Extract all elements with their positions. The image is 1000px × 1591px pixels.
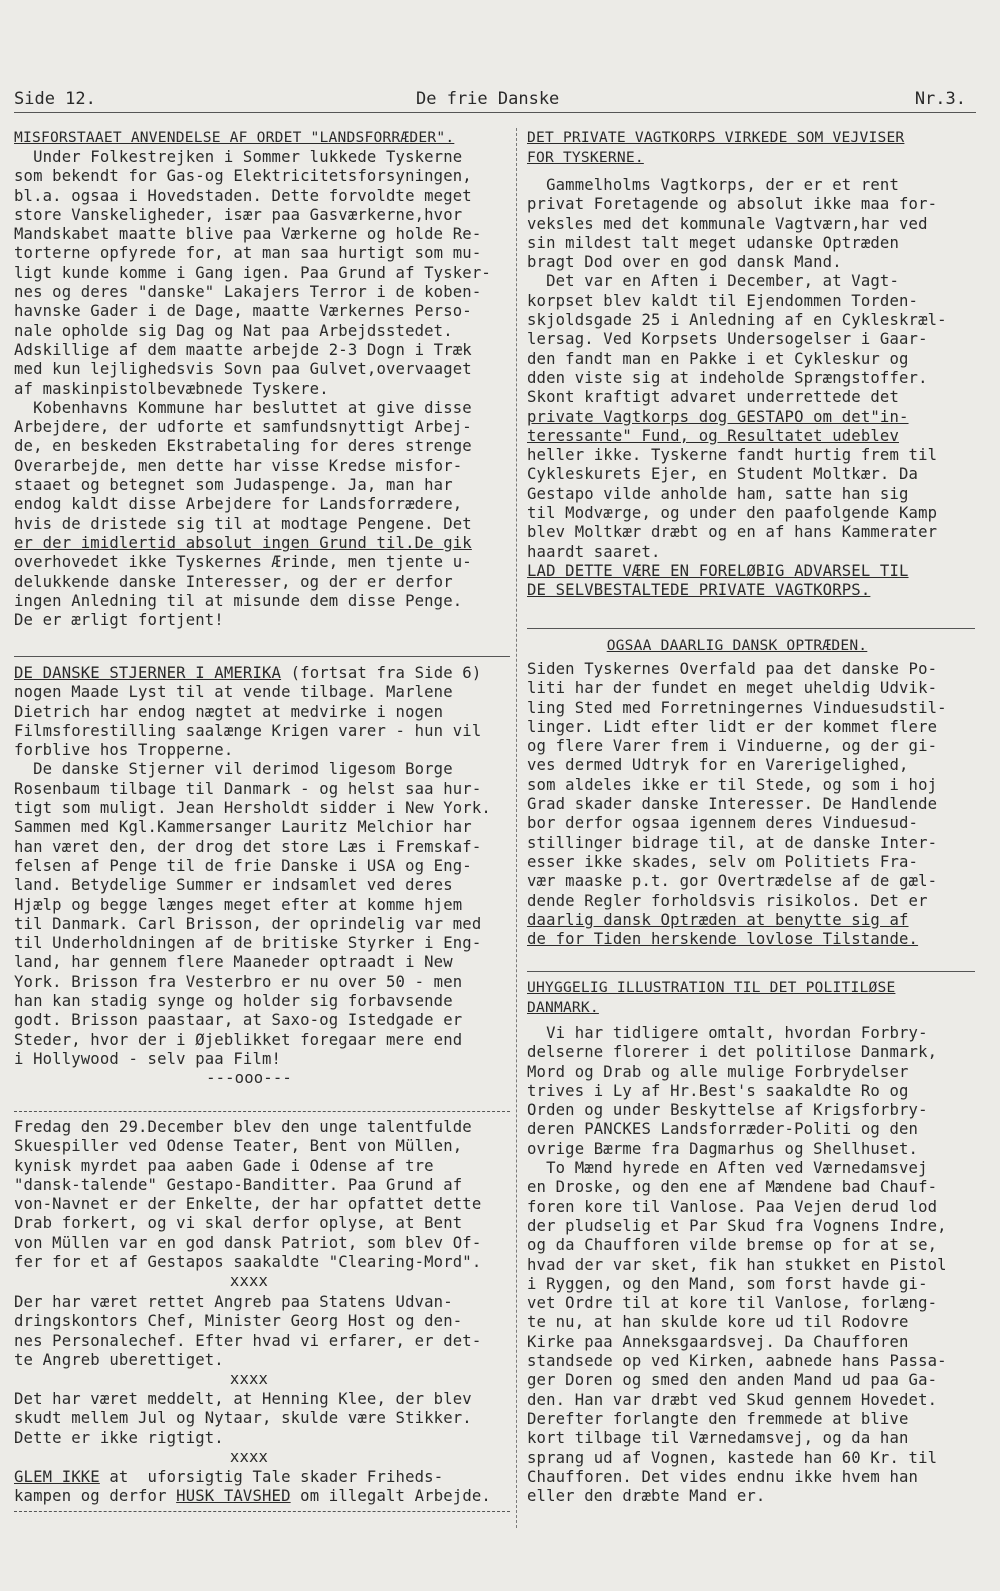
text-line: Steder, hvor der i Øjeblikket foregaar mere end [14,1030,463,1049]
text-line: private Vagtkorps dog GESTAPO om det"in- [527,407,909,426]
text-line: Gestapo vilde anholde ham, satte han sig [527,484,909,503]
text-line: overhovedet ikke Tyskernes Ærinde, men tjente u- [14,553,472,572]
text-line: Kirke paa Anneksgaardsvej. Da Chaufforen [527,1332,909,1351]
text-line: som bekendt for Gas-og Elektricitetsforsyningen, [14,167,472,186]
article-glem-ikke [14,1468,491,1507]
article-body [14,683,491,1069]
text-line: store Vanskeligheder, især paa Gasværkerne,hvor [14,205,463,224]
article-headline: MISFORSTAAET ANVENDELSE AF ORDET "LANDSFORRÆDER". [14,129,455,146]
text-line: han kan stadig synge og holder sig forbavsende [14,992,453,1011]
text-line: Filmsforestilling saalænge Krigen varer - hun vil [14,721,482,740]
text-line: delserne florerer i det politilose Danmark, [527,1043,938,1062]
text-line: der pludselig et Par Skud fra Vognens Indre, [527,1216,947,1235]
text-line: nes og deres "danske" Lakajers Terror i de koben- [14,283,482,302]
article-private-vagtkorps [527,128,947,601]
article-body [14,1390,484,1448]
text-line: kynisk myrdet paa aaben Gade i Odense af tre [14,1156,434,1175]
text-line: Arbejdere, der udforte et samfundsnyttigt Arbej- [14,418,472,437]
text-line: sprang ud af Vognen, kastede han 60 Kr. til [527,1448,938,1467]
slogan-line: GLEM IKKE at uforsigtig Tale skader Friheds- [14,1468,444,1486]
text-line: den fandt man en Pakke i et Cykleskur og [527,349,909,368]
text-line: von-Navnet er der Enkelte, der har opfattet dette [14,1195,482,1214]
text-line: Der har været rettet Angreb paa Statens Udvan- [14,1293,453,1311]
text-line: veksles med det kommunale Vagtværn,har ved [527,214,928,233]
text-line: UHYGGELIG ILLUSTRATION TIL DET POLITILØSE [527,979,896,996]
text-line: Vi har tidligere omtalt, hvordan Forbry- [527,1024,928,1042]
text-line: de, en beskeden Ekstrabetaling for deres strenge [14,437,472,456]
text-line: og flere Varer frem i Vinduerne, og der gi- [527,737,938,756]
text-line: nogen Maade Lyst til at vende tilbage. Marlene [14,683,453,702]
article-bent-von-mullen [14,1118,484,1292]
text-line: den. Han var dræbt ved Skud gennem Hovedet. [527,1390,938,1409]
text-line: Grad skader danske Interesser. De Handlende [527,795,938,814]
article-body [527,660,947,949]
text-line: Rosenbaum tilbage til Danmark - og helst saa hur- [14,779,482,798]
slogan-line: kampen og derfor HUSK TAVSHED om illegalt Arbejde. [14,1487,491,1506]
text-line: Siden Tyskernes Overfald paa det danske Po- [527,660,938,678]
text-line: linger. Lidt efter lidt er der kommet flere [527,717,938,736]
text-line: ling Sted med Forretningernes Vinduesudstil- [527,698,947,717]
article-body [527,1024,947,1506]
page-number: Side 12. [14,89,96,109]
text-line: vær maaske p.t. gor Overtrædelse af de gæl- [527,872,938,891]
text-line: dden viste sig at indeholde Sprængstoffer. [527,368,928,387]
text-line: bor derfor ogsaa igennem deres Vinduesud- [527,814,919,833]
text-line: af maskinpistolbevæbnede Tyskere. [14,379,329,398]
text-line: teressante" Fund, og Resultatet udeblev [527,426,899,445]
text-line: Adskillige af dem maatte arbejde 2-3 Dogn i Træk [14,340,472,359]
article-headline [527,978,947,1018]
text-line: heller ikke. Tyskerne fandt hurtig frem til [527,446,938,465]
text-line: Drab forkert, og vi skal derfor oplyse, at Bent [14,1214,463,1233]
text-line: Overarbejde, men dette har visse Kredse misfor- [14,456,463,475]
text-line: Cykleskurets Ejer, en Student Moltkær. Da [527,465,919,484]
text-line: land, har gennem flere Maaneder optraadt i New [14,953,453,972]
text-line: stillinger bidrage til, at de danske Inter- [527,833,938,852]
text-line: Chaufforen. Det vides endnu ikke hvem han [527,1467,919,1486]
text-line: skudt mellem Jul og Nytaar, skulde være Stikker. [14,1409,472,1428]
text-line: Skuespiller ved Odense Teater, Bent von Müllen, [14,1137,463,1156]
text-line: i Ryggen, og den Mand, som forst havde gi- [527,1274,928,1293]
text-line: Under Folkestrejken i Sommer lukkede Tyskerne [14,148,463,166]
article-uhyggelig [527,978,947,1506]
text-line: Det har været meddelt, at Henning Klee, der blev [14,1390,472,1408]
text-line: eller den dræbte Mand er. [527,1487,766,1506]
text-line: Derefter forlangte den fremmede at blive [527,1409,909,1428]
text-line: ligt kunde komme i Gang igen. Paa Grund af Tysker- [14,263,491,282]
article-divider [14,1111,510,1112]
text-line: DE SELVBESTALTEDE PRIVATE VAGTKORPS. [527,581,871,600]
text-line: privat Foretagende og absolut ikke maa for- [527,195,938,214]
text-line: tigt som muligt. Jean Hersholdt sidder i New York. [14,799,491,818]
text-line: de for Tiden herskende lovlose Tilstande. [527,930,919,949]
text-line: ves dermed Udtryk for en Varerigelighed, [527,756,909,775]
text-line: kort tilbage til Værnedamsvej, og da han [527,1429,909,1448]
text-line: med kun lejlighedsvis Sovn paa Gulvet,overvaaget [14,360,472,379]
end-mark: ---ooo--- [206,1069,292,1088]
article-divider [527,971,975,972]
bottom-rule [14,1511,510,1512]
text-line: Gammelholms Vagtkorps, der er et rent [527,176,899,194]
text-line: De er ærligt fortjent! [14,611,224,630]
article-udvandringskontor [14,1293,484,1389]
separator: xxxx [229,1447,269,1466]
text-line: ingen Anledning til at misunde dem disse Penge. [14,591,463,610]
text-line: te Angreb uberettiget. [14,1350,224,1369]
text-line: Sammen med Kgl.Kammersanger Lauritz Melchior har [14,818,472,837]
article-body [527,176,947,562]
text-line: sin mildest talt meget udanske Optræden [527,233,899,252]
text-line: daarlig dansk Optræden at benytte sig af [527,910,909,929]
text-line: en Droske, og den ene af Mændene bad Chauf- [527,1178,938,1197]
text-line: FOR TYSKERNE. [527,149,644,166]
text-line: foren kore til Vanlose. Paa Vejen derud lod [527,1197,938,1216]
text-line: To Mænd hyrede en Aften ved Værnedamsvej [527,1159,928,1178]
text-line: liti har der fundet en meget uheldig Udvik- [527,679,938,698]
text-line: land. Betydelige Summer er indsamlet ved deres [14,876,453,895]
article-misforstaaet [14,128,491,630]
text-line: trives i Ly af Hr.Best's saakaldte Ro og [527,1081,909,1100]
article-headline: OGSAA DAARLIG DANSK OPTRÆDEN. [606,637,868,654]
text-line: dringskontors Chef, Minister Georg Host og den- [14,1312,463,1331]
text-line: haardt saaret. [527,542,661,561]
text-line: hvad der var sket, fik han stukket en Pistol [527,1255,947,1274]
text-line: bragt Dod over en god dansk Mand. [527,253,842,272]
text-line: er der imidlertid absolut ingen Grund til.De gik [14,533,472,552]
text-line: Hjælp og begge længes meget efter at komme hjem [14,895,463,914]
text-line: i Hollywood - selv paa Film! [14,1049,282,1068]
text-line: delukkende danske Interesser, og der er derfor [14,572,453,591]
separator: xxxx [229,1370,269,1389]
text-line: Mandskabet maatte blive paa Værkerne og holde Re- [14,225,482,244]
newspaper-title: De frie Danske [416,89,560,109]
text-line: endog kaldt disse Arbejdere for Landsforrædere, [14,495,463,514]
text-line: DANMARK. [527,999,599,1016]
article-divider [14,656,510,657]
text-line: staaet og betegnet som Judaspenge. Ja, man har [14,476,453,495]
text-line: bl.a. ogsaa i Hovedstaden. Dette forvoldte meget [14,186,472,205]
text-line: dende Regler forholdsvis risikolos. Det er [527,891,928,910]
text-line: skjoldsgade 25 i Anledning af en Cykleskræl- [527,311,947,330]
article-divider [527,628,975,629]
text-line: ovrige Bærme fra Dagmarhus og Shellhuset. [527,1139,919,1158]
text-line: von Müllen var en god dansk Patriot, som blev Of- [14,1233,482,1252]
header-rule [14,112,976,113]
text-line: som aldeles ikke er til Stede, og som i hoj [527,775,938,794]
article-body [14,1293,484,1370]
text-line: torterne opfyrede for, at man saa hurtigt som mu- [14,244,482,263]
text-line: hvis de dristede sig til at modtage Pengene. Det [14,514,472,533]
text-line: Skont kraftigt advaret underrettede det [527,388,899,407]
article-body [14,148,491,630]
text-line: til Danmark. Carl Brisson, der oprindelig var med [14,914,482,933]
text-line: York. Brisson fra Vesterbro er nu over 50 - men [14,972,463,991]
text-line: De danske Stjerner vil derimod ligesom Borge [14,760,453,779]
text-line: til Modværge, og under den paafolgende Kamp [527,504,938,523]
text-line: standsede op ved Kirken, aabnede hans Passa- [527,1352,947,1371]
text-line: LAD DETTE VÆRE EN FORELØBIG ADVARSEL TIL [527,561,909,580]
article-closing [527,562,947,601]
text-line: korpset blev kaldt til Ejendommen Torden- [527,291,919,310]
article-headline: DE DANSKE STJERNER I AMERIKA (fortsat fra Side 6) [14,664,482,682]
text-line: nale opholde sig Dag og Nat paa Arbejdsstedet. [14,321,453,340]
text-line: vet Ordre til at kore til Vanlose, forlæng- [527,1294,938,1313]
column-divider [516,128,517,1528]
article-daarlig-dansk [527,636,947,949]
text-line: og da Chaufforen vilde bremse op for at se, [527,1236,938,1255]
text-line: til Underholdningen af de britiske Styrker i Eng- [14,934,482,953]
text-line: nes Personalechef. Efter hvad vi erfarer, er det- [14,1331,482,1350]
text-line: Dietrich har endog nægtet at medvirke i nogen [14,702,444,721]
text-line: blev Moltkær dræbt og en af hans Kammerater [527,523,938,542]
page-header [14,88,974,110]
text-line: godt. Brisson paastaar, at Saxo-og Istedgade er [14,1011,463,1030]
text-line: fer for et af Gestapos saakaldte "Clearing-Mord". [14,1253,482,1272]
article-headline [527,128,947,168]
text-line: Dette er ikke rigtigt. [14,1428,224,1447]
text-line: DET PRIVATE VAGTKORPS VIRKEDE SOM VEJVISER [527,129,905,146]
text-line: havnske Gader i de Dage, maatte Værkernes Perso- [14,302,472,321]
text-line: deren PANCKES Landsforræder-Politi og den [527,1120,919,1139]
separator: xxxx [229,1272,269,1291]
article-body [14,1118,484,1272]
issue-number: Nr.3. [914,89,966,109]
article-danske-stjerner [14,664,491,1089]
text-line: ger Doren og smed den anden Mand ud paa Ga- [527,1371,938,1390]
text-line: felsen af Penge til de frie Danske i USA og Eng- [14,856,472,875]
text-line: forblive hos Tropperne. [14,741,234,760]
text-line: "dansk-talende" Gestapo-Banditter. Paa Grund af [14,1175,463,1194]
text-line: lersag. Ved Korpsets Undersogelser i Gaar- [527,330,928,349]
text-line: te nu, at han skulde kore ud til Rodovre [527,1313,909,1332]
text-line: Orden og under Beskyttelse af Krigsforbry- [527,1101,928,1120]
text-line: han været den, der drog det store Læs i Fremskaf- [14,837,482,856]
article-henning-klee [14,1390,484,1467]
text-line: Mord og Drab og alle mulige Forbrydelser [527,1062,909,1081]
text-line: esser ikke skades, selv om Politiets Fra- [527,852,919,871]
text-line: Kobenhavns Kommune har besluttet at give disse [14,398,472,417]
text-line: Fredag den 29.December blev den unge talentfulde [14,1118,472,1136]
text-line: Det var en Aften i December, at Vagt- [527,272,899,291]
